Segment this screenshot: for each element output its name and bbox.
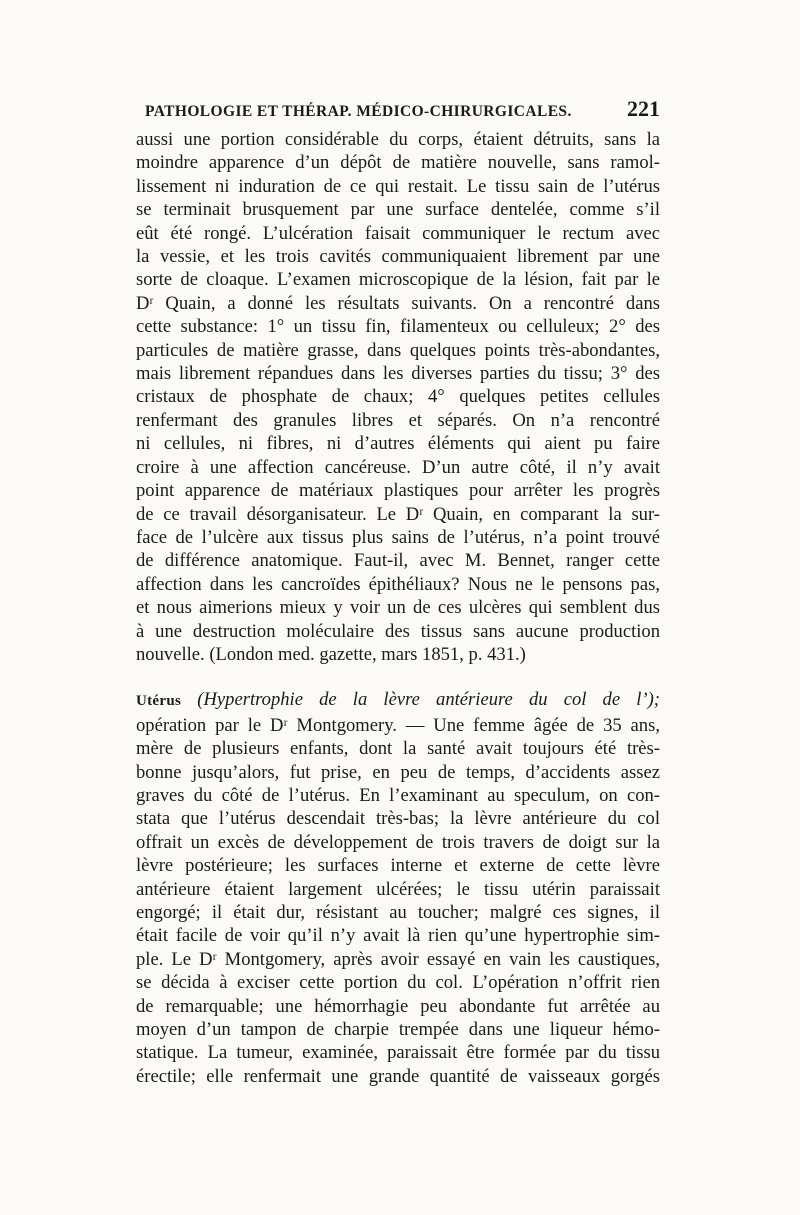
text-line: engorgé; il était dur, résistant au toucher; malgré ces signes, il	[136, 902, 660, 923]
text-line: cristaux de phosphate de chaux; 4° quelques petites cellules	[136, 386, 660, 408]
text-line: mais librement répandues dans les diverses parties du tissu; 3° des	[136, 363, 660, 385]
running-head	[145, 96, 660, 122]
body-text	[136, 128, 660, 1088]
text-line: ni cellules, ni fibres, ni d’autres éléments qui aient pu faire	[136, 433, 660, 455]
text-line: lissement ni induration de ce qui restait. Le tissu sain de l’utérus	[136, 175, 660, 197]
paragraph-uterus	[136, 688, 660, 1088]
text-line	[136, 688, 660, 713]
text-line: érectile; elle renfermait une grande quantité de vaisseaux gorgés	[136, 1065, 660, 1087]
text-line: se terminait brusquement par une surface dentelée, comme s’il	[136, 199, 660, 221]
text-line: de différence anatomique. Faut-il, avec M. Bennet, ranger cette	[136, 550, 660, 572]
text-line: cette substance: 1° un tissu fin, filamenteux ou celluleux; 2° des	[136, 316, 660, 338]
text-line: bonne jusqu’alors, fut prise, en peu de temps, d’accidents assez	[136, 761, 660, 783]
text-line: de ce travail désorganisateur. Le Dʳ Quain, en comparant la sur-	[136, 503, 660, 525]
text-line: mère de plusieurs enfants, dont la santé avait toujours été très-	[136, 738, 660, 760]
text-line: et nous aimerions mieux y voir un de ces ulcères qui semblent dus	[136, 597, 660, 619]
text-line: la vessie, et les trois cavités communiquaient librement par une	[136, 246, 660, 268]
text-line: moyen d’un tampon de charpie trempée dans une liqueur hémo-	[136, 1019, 660, 1041]
text-line: graves du côté de l’utérus. En l’examinant au speculum, on con-	[136, 784, 660, 806]
text-line: renfermant des granules libres et séparés. On n’a rencontré	[136, 409, 660, 431]
page-number: 221	[627, 96, 660, 121]
text-line: offrait un excès de développement de trois travers de doigt sur la	[136, 831, 660, 853]
text-line: croire à une affection cancéreuse. D’un autre côté, il n’y avait	[136, 456, 660, 478]
lead-title: (Hypertrophie de la lèvre antérieure du col de l’);	[197, 689, 660, 711]
text-line: aussi une portion considérable du corps, étaient détruits, sans la	[136, 129, 660, 150]
text-line: nouvelle. (London med. gazette, mars 1851, p. 431.)	[136, 643, 526, 665]
text-line: moindre apparence d’un dépôt de matière nouvelle, sans ramol-	[136, 152, 660, 174]
text-line: opération par le Dʳ Montgomery. — Une femme âgée de 35 ans,	[136, 714, 660, 736]
text-line: point apparence de matériaux plastiques pour arrêter les progrès	[136, 480, 660, 502]
text-line: de remarquable; une hémorrhagie peu abondante fut arrêtée au	[136, 995, 660, 1017]
text-line: affection dans les cancroïdes épithéliaux? Nous ne le pensons pas,	[136, 573, 660, 595]
paragraph-continued	[136, 128, 660, 666]
text-line: Dʳ Quain, a donné les résultats suivants. On a rencontré dans	[136, 292, 660, 314]
text-line: était facile de voir qu’il n’y avait là rien qu’une hypertrophie sim-	[136, 925, 660, 947]
running-title: PATHOLOGIE ET THÉRAP. MÉDICO-CHIRURGICALES.	[145, 103, 572, 120]
text-line: lèvre postérieure; les surfaces interne et externe de cette lèvre	[136, 855, 660, 877]
text-line: face de l’ulcère aux tissus plus sains de l’utérus, n’a point trouvé	[136, 526, 660, 548]
text-line: eût été rongé. L’ulcération faisait communiquer le rectum avec	[136, 222, 660, 244]
text-line: sorte de cloaque. L’examen microscopique de la lésion, fait par le	[136, 269, 660, 291]
text-line: particules de matière grasse, dans quelques points très-abondantes,	[136, 339, 660, 361]
section-lead: Utérus	[136, 693, 182, 710]
text-line: à une destruction moléculaire des tissus sans aucune production	[136, 620, 660, 642]
text-line: se décida à exciser cette portion du col. L’opération n’offrit rien	[136, 972, 660, 994]
text-line: ple. Le Dʳ Montgomery, après avoir essayé en vain les caustiques,	[136, 948, 660, 970]
text-line: antérieure étaient largement ulcérées; le tissu utérin paraissait	[136, 878, 660, 900]
text-line: stata que l’utérus descendait très-bas; la lèvre antérieure du col	[136, 808, 660, 830]
text-line: statique. La tumeur, examinée, paraissait être formée par du tissu	[136, 1042, 660, 1064]
